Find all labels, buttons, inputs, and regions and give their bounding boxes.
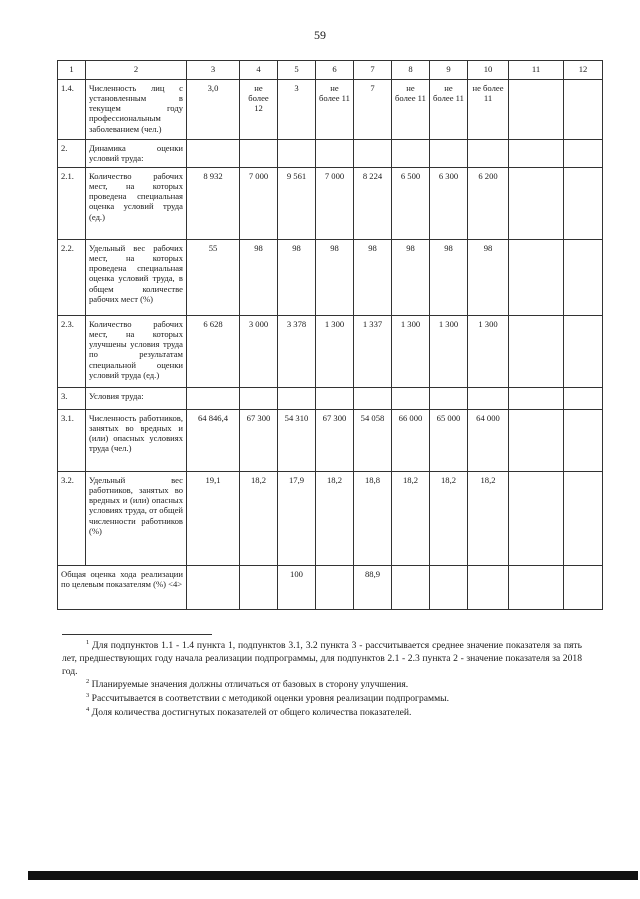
value-cell bbox=[509, 140, 564, 168]
value-cell bbox=[564, 316, 603, 388]
table-row bbox=[58, 168, 603, 240]
header-cell: 6 bbox=[316, 61, 354, 80]
value-cell bbox=[278, 388, 316, 410]
value-cell: 18,2 bbox=[316, 472, 354, 566]
footnote bbox=[62, 639, 582, 678]
value-cell: 66 000 bbox=[392, 410, 430, 472]
table-row bbox=[58, 388, 603, 410]
value-cell: 67 300 bbox=[240, 410, 278, 472]
footnote-text: Для подпунктов 1.1 - 1.4 пункта 1, подпунктов 3.1, 3.2 пункта 3 - рассчитывается среднее значение показателя за пять лет, предшествующих году начала реализации подпрограммы, для подпунктов 2.1 - 2.3 пункта 2 - значение показателя за 2018 год. bbox=[62, 640, 582, 677]
footnote-text: Доля количества достигнутых показателей от общего количества показателей. bbox=[89, 707, 412, 719]
value-cell: 98 bbox=[392, 240, 430, 316]
table-row bbox=[58, 240, 603, 316]
value-cell bbox=[278, 140, 316, 168]
summary-value-cell: 100 bbox=[278, 566, 316, 610]
footnote-list bbox=[62, 639, 582, 720]
footnote-divider bbox=[62, 634, 212, 635]
scan-edge-bar bbox=[28, 871, 638, 880]
header-row bbox=[58, 61, 603, 80]
footnote-mark: 3 bbox=[86, 692, 90, 699]
header-cell: 10 bbox=[468, 61, 509, 80]
summary-value-cell bbox=[240, 566, 278, 610]
value-cell bbox=[564, 240, 603, 316]
footnotes bbox=[62, 634, 582, 720]
value-cell: не более 12 bbox=[240, 80, 278, 140]
row-number-cell: 3.2. bbox=[58, 472, 86, 566]
row-number-cell: 3. bbox=[58, 388, 86, 410]
summary-row bbox=[58, 566, 603, 610]
value-cell bbox=[240, 140, 278, 168]
value-cell bbox=[468, 388, 509, 410]
table-row bbox=[58, 80, 603, 140]
value-cell: 18,2 bbox=[468, 472, 509, 566]
value-cell bbox=[509, 240, 564, 316]
header-cell: 7 bbox=[354, 61, 392, 80]
value-cell: 1 300 bbox=[392, 316, 430, 388]
value-cell: 7 000 bbox=[240, 168, 278, 240]
value-cell bbox=[354, 140, 392, 168]
row-number-cell: 2.2. bbox=[58, 240, 86, 316]
value-cell: 6 300 bbox=[430, 168, 468, 240]
summary-value-cell bbox=[509, 566, 564, 610]
value-cell: 98 bbox=[278, 240, 316, 316]
value-cell bbox=[430, 388, 468, 410]
indicator-name-cell: Удельный вес рабочих мест, на которых проведена специальная оценка условий труда, в общем количестве рабочих мест (%) bbox=[86, 240, 187, 316]
table-row bbox=[58, 472, 603, 566]
row-number-cell: 1.4. bbox=[58, 80, 86, 140]
value-cell: 98 bbox=[354, 240, 392, 316]
indicator-name-cell: Динамика оценки условий труда: bbox=[86, 140, 187, 168]
value-cell bbox=[430, 140, 468, 168]
indicator-name-cell: Численность работников, занятых во вредных и (или) опасных условиях труда (чел.) bbox=[86, 410, 187, 472]
row-number-cell: 3.1. bbox=[58, 410, 86, 472]
value-cell: 1 300 bbox=[468, 316, 509, 388]
value-cell: 54 058 bbox=[354, 410, 392, 472]
summary-name-cell: Общая оценка хода реализации по целевым показателям (%) <4> bbox=[58, 566, 187, 610]
value-cell: 98 bbox=[240, 240, 278, 316]
value-cell bbox=[509, 410, 564, 472]
value-cell bbox=[392, 388, 430, 410]
value-cell bbox=[564, 140, 603, 168]
value-cell: 1 337 bbox=[354, 316, 392, 388]
value-cell: 8 224 bbox=[354, 168, 392, 240]
summary-value-cell bbox=[187, 566, 240, 610]
value-cell bbox=[468, 140, 509, 168]
value-cell bbox=[392, 140, 430, 168]
header-cell: 12 bbox=[564, 61, 603, 80]
row-number-cell: 2.3. bbox=[58, 316, 86, 388]
value-cell: 3,0 bbox=[187, 80, 240, 140]
summary-value-cell bbox=[392, 566, 430, 610]
value-cell: 18,8 bbox=[354, 472, 392, 566]
value-cell: 64 846,4 bbox=[187, 410, 240, 472]
value-cell: 55 bbox=[187, 240, 240, 316]
header-cell: 9 bbox=[430, 61, 468, 80]
value-cell: 6 500 bbox=[392, 168, 430, 240]
header-cell: 2 bbox=[86, 61, 187, 80]
value-cell bbox=[316, 140, 354, 168]
value-cell: 98 bbox=[430, 240, 468, 316]
value-cell: 1 300 bbox=[316, 316, 354, 388]
value-cell: 9 561 bbox=[278, 168, 316, 240]
footnote-mark: 4 bbox=[86, 705, 90, 713]
indicator-name-cell: Количество рабочих мест, на которых улучшены условия труда по результатам специальной оценки условий труда (ед.) bbox=[86, 316, 187, 388]
value-cell: 19,1 bbox=[187, 472, 240, 566]
value-cell bbox=[316, 388, 354, 410]
value-cell bbox=[187, 388, 240, 410]
value-cell bbox=[509, 80, 564, 140]
value-cell: 1 300 bbox=[430, 316, 468, 388]
value-cell bbox=[564, 80, 603, 140]
value-cell: 8 932 bbox=[187, 168, 240, 240]
footnote-text: Рассчитывается в соответствии с методикой оценки уровня реализации подпрограммы. bbox=[89, 693, 449, 705]
value-cell: 17,9 bbox=[278, 472, 316, 566]
value-cell: не более 11 bbox=[392, 80, 430, 140]
value-cell: не более 11 bbox=[316, 80, 354, 140]
summary-value-cell bbox=[316, 566, 354, 610]
table-body bbox=[58, 61, 603, 610]
indicator-name-cell: Удельный вес работников, занятых во вредных и (или) опасных условиях труда, от общей численности работников (%) bbox=[86, 472, 187, 566]
value-cell: 54 310 bbox=[278, 410, 316, 472]
summary-value-cell bbox=[430, 566, 468, 610]
value-cell: 7 bbox=[354, 80, 392, 140]
value-cell bbox=[240, 388, 278, 410]
value-cell: 6 628 bbox=[187, 316, 240, 388]
value-cell bbox=[564, 472, 603, 566]
row-number-cell: 2. bbox=[58, 140, 86, 168]
value-cell: 98 bbox=[468, 240, 509, 316]
value-cell: не более 11 bbox=[468, 80, 509, 140]
header-cell: 1 bbox=[58, 61, 86, 80]
table-row bbox=[58, 410, 603, 472]
footnote bbox=[62, 678, 582, 692]
table-row bbox=[58, 316, 603, 388]
value-cell: 3 bbox=[278, 80, 316, 140]
value-cell: 67 300 bbox=[316, 410, 354, 472]
value-cell bbox=[509, 316, 564, 388]
value-cell: 64 000 bbox=[468, 410, 509, 472]
footnote bbox=[62, 706, 582, 720]
value-cell bbox=[509, 168, 564, 240]
value-cell: 3 000 bbox=[240, 316, 278, 388]
value-cell bbox=[564, 388, 603, 410]
table-row bbox=[58, 140, 603, 168]
header-cell: 3 bbox=[187, 61, 240, 80]
indicator-name-cell: Количество рабочих мест, на которых проведена специальная оценка условий труда (ед.) bbox=[86, 168, 187, 240]
value-cell bbox=[509, 472, 564, 566]
header-cell: 11 bbox=[509, 61, 564, 80]
value-cell: не более 11 bbox=[430, 80, 468, 140]
header-cell: 8 bbox=[392, 61, 430, 80]
value-cell: 65 000 bbox=[430, 410, 468, 472]
footnote-mark: 2 bbox=[86, 678, 90, 686]
footnote-mark: 1 bbox=[86, 639, 90, 646]
header-cell: 4 bbox=[240, 61, 278, 80]
value-cell: 6 200 bbox=[468, 168, 509, 240]
header-cell: 5 bbox=[278, 61, 316, 80]
value-cell bbox=[354, 388, 392, 410]
value-cell: 98 bbox=[316, 240, 354, 316]
indicator-name-cell: Условия труда: bbox=[86, 388, 187, 410]
footnote bbox=[62, 692, 582, 706]
value-cell: 18,2 bbox=[240, 472, 278, 566]
row-number-cell: 2.1. bbox=[58, 168, 86, 240]
indicator-name-cell: Численность лиц с установленным в текущем году профессиональным заболеванием (чел.) bbox=[86, 80, 187, 140]
page-number: 59 bbox=[314, 28, 326, 42]
indicators-table bbox=[57, 60, 603, 610]
value-cell: 18,2 bbox=[430, 472, 468, 566]
summary-value-cell bbox=[564, 566, 603, 610]
value-cell bbox=[564, 168, 603, 240]
value-cell bbox=[564, 410, 603, 472]
value-cell: 18,2 bbox=[392, 472, 430, 566]
value-cell: 3 378 bbox=[278, 316, 316, 388]
value-cell: 7 000 bbox=[316, 168, 354, 240]
footnote-text: Планируемые значения должны отличаться от базовых в сторону улучшения. bbox=[89, 679, 409, 691]
value-cell bbox=[187, 140, 240, 168]
summary-value-cell bbox=[468, 566, 509, 610]
summary-value-cell: 88,9 bbox=[354, 566, 392, 610]
value-cell bbox=[509, 388, 564, 410]
